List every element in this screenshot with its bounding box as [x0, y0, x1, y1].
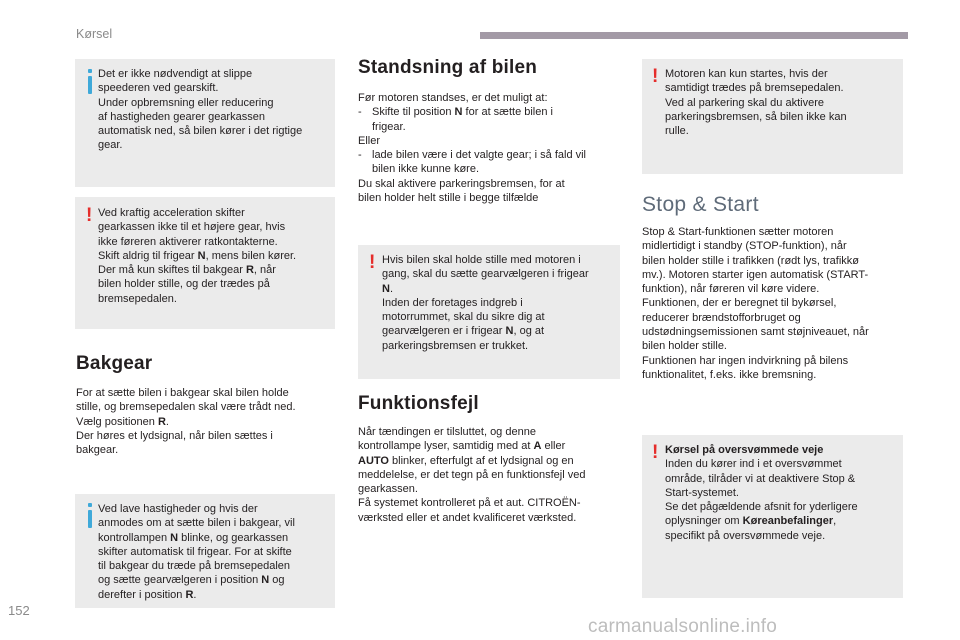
warning-icon: !: [86, 205, 93, 226]
stop-start-body: Stop & Start-funktionen sætter motoren midlertidigt i standby (STOP-funktion), når bilen holder stille i trafikken (rødt lys, trafikkø mv.). Motoren starter igen automatisk (START- funktion), når føreren vil køre videre. Funktionen, der er beregnet til bykørsel, reducerer brændstofforbruget og udstødningsemissionen samt støjniveauet, når bilen holder stille. Funktionen har ingen indvirkning på bilens funktionalitet, f.eks. ikke bremsning.: [642, 226, 869, 381]
warning-text-frigear: Hvis bilen skal holde stille med motoren i gang, skal du sætte gearvælgeren i frigear N. Inden der foretages indgreb i motorrummet, skal du sikre dig at gearvælgeren er i frigear N, og at parkeringsbremsen er trukket.: [382, 254, 589, 352]
info-text-gearskift: Det er ikke nødvendigt at slippe speederen ved gearskift. Under opbremsning eller reducering af hastigheden gearer gearkassen automatisk ned, så bilen kører i det rigtige gear.: [98, 68, 303, 152]
warning-text-acceleration: Ved kraftig acceleration skifter gearkassen ikke til et højere gear, hvis ikke føreren aktiverer ratkontakterne. Skift aldrig til frigear N, mens bilen kører. Der må kun skiftes til bakgear R, når bilen holder stille, og der trædes på bremsepedalen.: [98, 207, 297, 305]
info-icon: [88, 76, 92, 94]
heading-stop-start: Stop & Start: [642, 193, 759, 216]
info-text-bakgear: Ved lave hastigheder og hvis der anmodes om at sætte bilen i bakgear, vil kontrollampen N blinke, og gearkassen skifter automatisk til frigear. For at skifte til bakgear du træde på bremsepedalen og sætte gearvælgeren i position N og derefter i position R.: [98, 503, 295, 601]
watermark: carmanualsonline.info: [588, 616, 778, 637]
funktionsfejl-body: Når tændingen er tilsluttet, og denne kontrollampe lyser, samtidig med at A eller AUTO blinker, efterfulgt af et lydsignal og en meddelelse, er det tegn på en funktionsfejl ved gearkassen. Få systemet kontrolleret på et aut. CITROËN- værksted eller et andet kvalificeret værksted.: [358, 426, 586, 524]
standsning-body: Før motoren standses, er det muligt at: - Skifte til position N for at sætte bilen i frigear. Eller - lade bilen være i det valgte gear; i så fald vil bilen ikke kunne køre. Du skal aktivere parkeringsbremsen, for at bilen holder helt stille i begge tilfælde: [358, 92, 587, 205]
warning-icon: !: [652, 442, 659, 463]
bakgear-body: For at sætte bilen i bakgear skal bilen holde stille, og bremsepedalen skal være trådt ned. Vælg positionen R. Der høres et lydsignal, når bilen sættes i bakgear.: [76, 387, 296, 457]
section-title: Kørsel: [76, 27, 113, 41]
heading-bakgear: Bakgear: [76, 353, 153, 374]
heading-standsning: Standsning af bilen: [358, 57, 538, 78]
warning-icon: !: [652, 66, 659, 87]
header-accent-bar: [480, 32, 908, 39]
info-icon: [88, 510, 92, 528]
warning-icon: !: [369, 252, 376, 273]
warning-text-start: Motoren kan kun startes, hvis der samtidigt trædes på bremsepedalen. Ved al parkering skal du aktivere parkeringsbremsen, så bilen ikke kan rulle.: [665, 68, 847, 138]
page-number: 152: [8, 603, 30, 618]
warning-text-flooded-roads: Kørsel på oversvømmede veje Inden du kører ind i et oversvømmet område, tilråder vi at deaktivere Stop & Start-systemet. Se det pågældende afsnit for yderligere oplysninger om Køreanbefalinger, specifikt på oversvømmede veje.: [665, 444, 858, 542]
heading-funktionsfejl: Funktionsfejl: [358, 393, 479, 414]
